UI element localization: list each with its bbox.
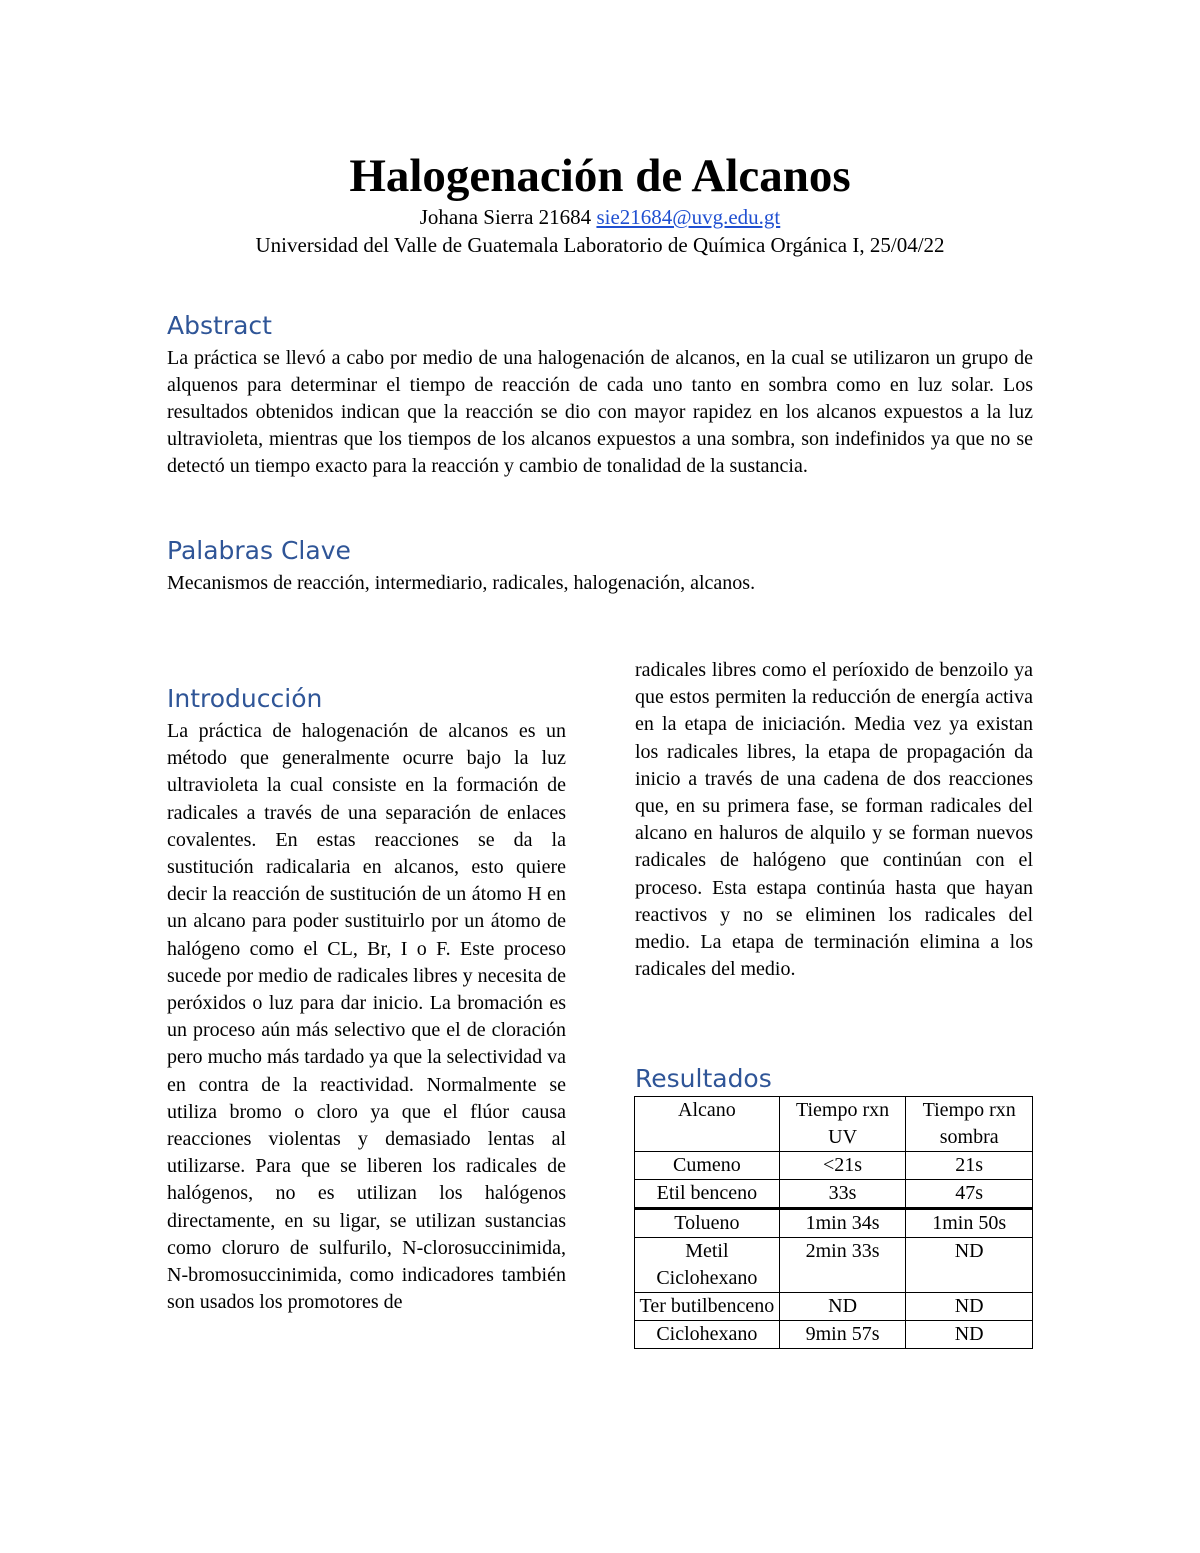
table-row [635,1238,1033,1293]
introduction-text-right: radicales libres como el períoxido de benzoilo ya que estos permiten la reducción de energía activa en la etapa de iniciación. Media vez ya existan los radicales libres, la etapa de propagación da inicio a través de una cadena de dos reacciones que, en su primera fase, se forman radicales del alcano en haluros de alquilo y se forman nuevos radicales de halógeno que continúan con el proceso. Esta estapa continúa hasta que hayan reactivos y no se eliminen los radicales del medio. La etapa de terminación elimina a los radicales del medio. [635,659,1033,981]
introduction-heading: Introducción [167,684,323,713]
table-row [635,1180,1033,1209]
paper-title: Halogenación de Alcanos [349,150,851,202]
results-header-row [635,1097,1033,1152]
author-line [0,204,1200,230]
table-cell: Ciclohexano [635,1321,780,1349]
table-row [635,1293,1033,1321]
keywords-text: Mecanismos de reacción, intermediario, radicales, halogenación, alcanos. [167,572,756,594]
table-cell: Ter butilbenceno [635,1293,780,1321]
table-cell: 1min 34s [779,1209,906,1238]
table-cell: 1min 50s [906,1209,1033,1238]
table-cell: ND [906,1321,1033,1349]
abstract-text: La práctica se llevó a cabo por medio de una halogenación de alcanos, en la cual se utilizaron un grupo de alquenos para determinar el tiempo de reacción de cada uno tanto en sombra como en luz solar. Los resultados obtenidos indican que la reacción se dio con mayor rapidez en los alcanos expuestos a la luz ultravioleta, mientras que los tiempos de los alcanos expuestos a una sombra, son indefinidos ya que no se detectó un tiempo exacto para la reacción y cambio de tonalidad de la sustancia. [167,347,1033,477]
header-cell-tiempo-sombra: Tiempo rxn sombra [906,1097,1033,1152]
table-cell: Cumeno [635,1152,780,1180]
header-cell-alcano: Alcano [635,1097,780,1152]
table-cell: 33s [779,1180,906,1209]
table-row [635,1209,1033,1238]
introduction-text-left: La práctica de halogenación de alcanos es un método que generalmente ocurre bajo la luz ultravioleta la cual consiste en la formación de radicales a través de una separación de enlaces covalentes. En estas reacciones se da la sustitución radicalaria en alcanos, esto quiere decir la reacción de sustitución de un átomo H en un alcano para poder sustituirlo por un átomo de halógeno como el CL, Br, I o F. Este proceso sucede por medio de radicales libres y necesita de peróxidos o luz para dar inicio. La bromación es un proceso aún más selectivo que el de cloración pero mucho más tardado ya que la selectividad va en contra de la reactividad. Normalmente se utiliza bromo o cloro ya que el flúor causa reacciones violentas y demasiado lentas al utilizarse. Para que se liberen los radicales de halógenos, no es utilizan los halógenos directamente, en su ligar, se utilizan sustancias como cloruro de sulfurilo, N-clorosuccinimida, N-bromosuccinimida, como indicadores también son usados los promotores de [167,720,566,1314]
keywords-heading: Palabras Clave [167,536,351,565]
results-table [634,1096,1033,1349]
table-cell: Metil Ciclohexano [635,1238,780,1293]
table-cell: ND [906,1293,1033,1321]
abstract-heading: Abstract [167,311,272,340]
table-cell: 21s [906,1152,1033,1180]
results-heading: Resultados [635,1064,772,1093]
table-cell: 47s [906,1180,1033,1209]
table-cell: <21s [779,1152,906,1180]
table-cell: Tolueno [635,1209,780,1238]
table-cell: ND [779,1293,906,1321]
table-cell: 2min 33s [779,1238,906,1293]
table-cell: ND [906,1238,1033,1293]
author-email-link[interactable]: sie21684@uvg.edu.gt [596,205,781,229]
table-cell: Etil benceno [635,1180,780,1209]
table-row [635,1321,1033,1349]
author-name: Johana Sierra 21684 [419,205,592,229]
affiliation: Universidad del Valle de Guatemala Laboratorio de Química Orgánica I, 25/04/22 [255,233,945,257]
table-row [635,1152,1033,1180]
header-cell-tiempo-uv: Tiempo rxn UV [779,1097,906,1152]
table-cell: 9min 57s [779,1321,906,1349]
